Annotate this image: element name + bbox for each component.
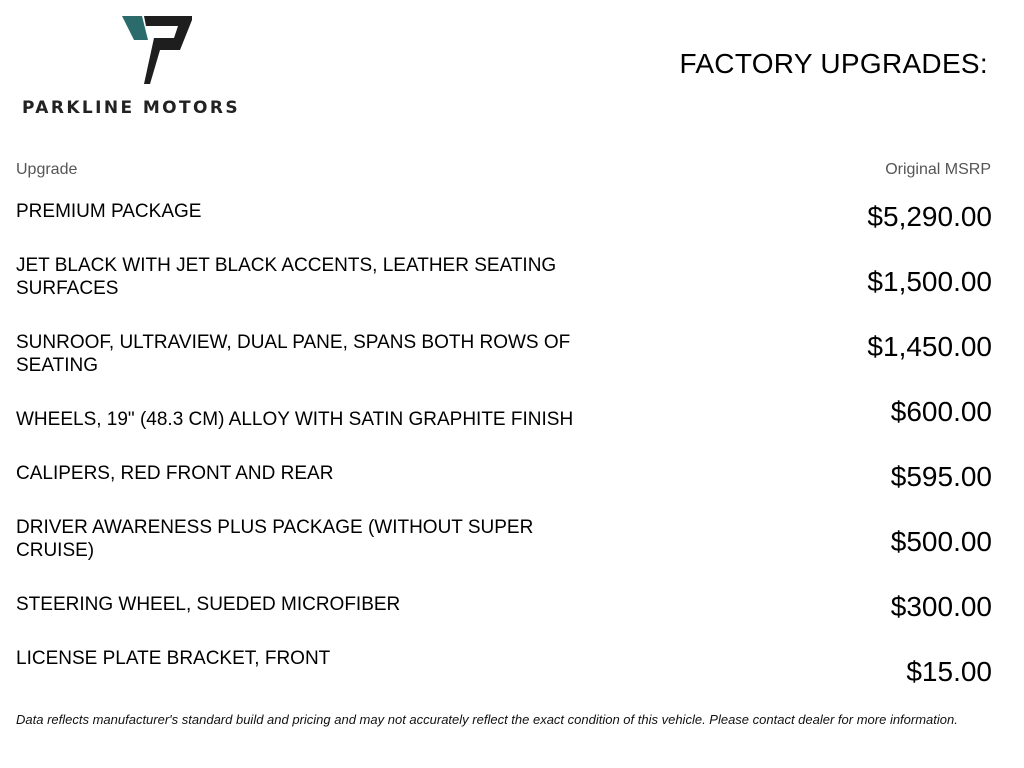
msrp-column-header: Original MSRP [885, 161, 991, 178]
parkline-p-logo-icon [120, 14, 194, 86]
page-title: FACTORY UPGRADES: [679, 48, 988, 79]
brand-name: PARKLINE MOTORS [22, 98, 240, 118]
msrp-price-list [772, 199, 992, 690]
upgrade-price: $500.00 [890, 526, 992, 557]
disclaimer-footnote: Data reflects manufacturer's standard build and pricing and may not accurately reflect the exact condition of this vehicle. Please contact dealer for more information. [16, 712, 958, 727]
upgrade-name: STEERING WHEEL, SUEDED MICROFIBER [16, 594, 401, 615]
upgrade-price: $15.00 [906, 656, 992, 687]
upgrade-price: $600.00 [890, 396, 992, 427]
upgrade-price: $1,500.00 [867, 266, 992, 297]
upgrade-name: PREMIUM PACKAGE [16, 201, 202, 222]
brand-logo [20, 14, 296, 122]
upgrade-name: CALIPERS, RED FRONT AND REAR [16, 463, 334, 484]
upgrade-name: JET BLACK WITH JET BLACK ACCENTS, LEATHER SEATING SURFACES [16, 255, 557, 299]
upgrade-name: WHEELS, 19" (48.3 CM) ALLOY WITH SATIN GRAPHITE FINISH [16, 409, 574, 430]
upgrade-price: $300.00 [890, 591, 992, 622]
upgrade-name: LICENSE PLATE BRACKET, FRONT [16, 648, 331, 669]
upgrade-price: $1,450.00 [867, 331, 992, 362]
upgrade-price: $595.00 [890, 461, 992, 492]
upgrade-name: SUNROOF, ULTRAVIEW, DUAL PANE, SPANS BOTH ROWS OF SEATING [16, 332, 571, 376]
upgrade-price: $5,290.00 [867, 201, 992, 232]
upgrade-name: DRIVER AWARENESS PLUS PACKAGE (WITHOUT SUPER CRUISE) [16, 517, 534, 561]
upgrade-column-header: Upgrade [16, 161, 78, 178]
upgrade-name-list [16, 200, 576, 670]
